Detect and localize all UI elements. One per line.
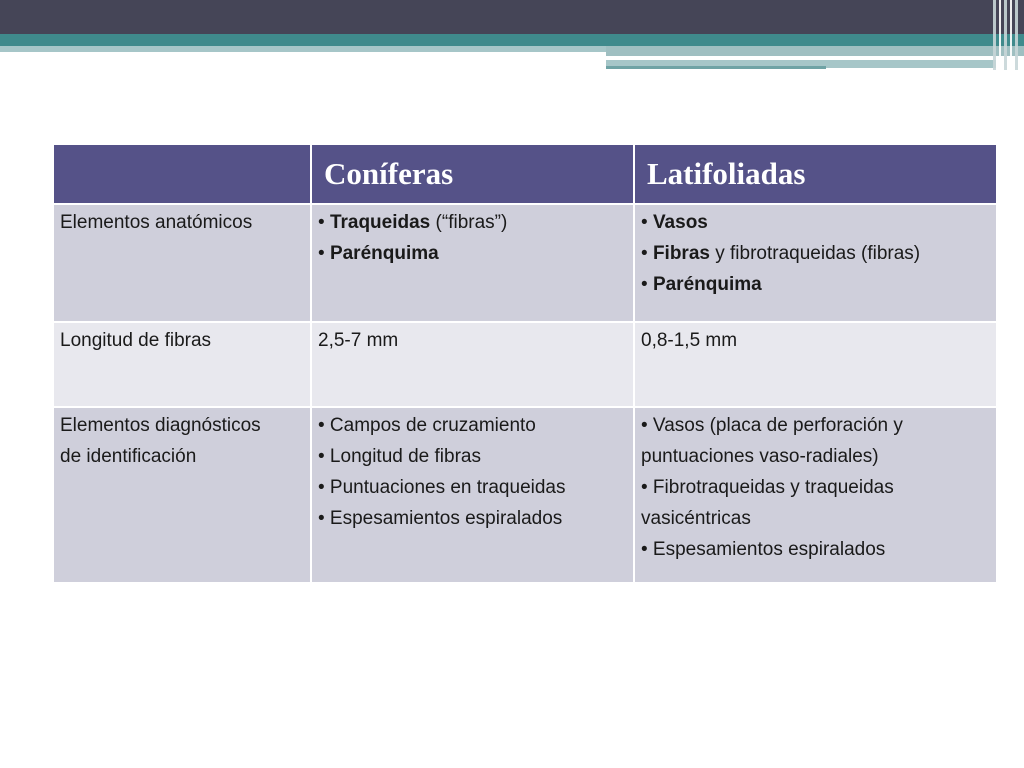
- header-empty-cell: [53, 144, 311, 204]
- list-item: • Longitud de fibras: [318, 446, 481, 467]
- latifoliadas-cell: [634, 407, 997, 583]
- list-item: • Vasos: [641, 212, 708, 233]
- coniferas-cell: 2,5-7 mm: [311, 322, 634, 407]
- list-item: • Parénquima: [641, 274, 762, 295]
- header-band-teal: [0, 34, 1024, 46]
- list-item: • Campos de cruzamiento: [318, 415, 536, 436]
- row-label: Elementos anatómicos: [53, 204, 311, 322]
- list-item: vasicéntricas: [641, 508, 751, 529]
- header-vertical-lines: [988, 0, 1018, 70]
- comparison-table: [52, 143, 998, 584]
- latifoliadas-cell: 0,8-1,5 mm: [634, 322, 997, 407]
- header-latifoliadas: Latifoliadas: [634, 144, 997, 204]
- list-item: • Espesamientos espiralados: [318, 508, 563, 529]
- header-band-teal-light: [0, 46, 606, 52]
- latifoliadas-cell: [634, 204, 997, 322]
- list-item: • Fibras y fibrotraqueidas (fibras): [641, 243, 921, 264]
- list-item: • Fibrotraqueidas y traqueidas: [641, 477, 894, 498]
- header-band-right: [606, 46, 1024, 56]
- list-item: • Puntuaciones en traqueidas: [318, 477, 566, 498]
- table-row: [53, 407, 997, 583]
- coniferas-cell: [311, 407, 634, 583]
- header-band-dark: [0, 0, 1024, 34]
- table-row: [53, 322, 997, 407]
- header-band-right-accent: [606, 66, 826, 69]
- list-item: • Traqueidas (“fibras”): [318, 212, 508, 233]
- row-label: Elementos diagnósticos de identificación: [53, 407, 311, 583]
- list-item: • Espesamientos espiralados: [641, 539, 886, 560]
- table-header-row: [53, 144, 997, 204]
- list-item: puntuaciones vaso-radiales): [641, 446, 879, 467]
- coniferas-cell: [311, 204, 634, 322]
- header-coniferas: Coníferas: [311, 144, 634, 204]
- table-row: [53, 204, 997, 322]
- row-label: Longitud de fibras: [53, 322, 311, 407]
- list-item: • Vasos (placa de perforación y: [641, 415, 903, 436]
- list-item: • Parénquima: [318, 243, 439, 264]
